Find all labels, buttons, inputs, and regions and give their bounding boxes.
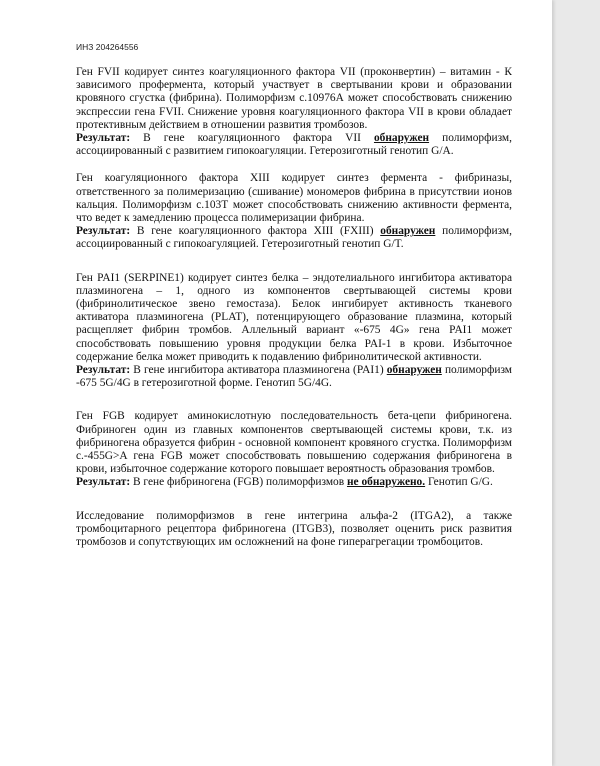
result-status: не обнаружено. <box>346 476 426 489</box>
result-text: В гене коагуляционного фактора XIII (FXIII) <box>130 225 381 238</box>
result-text: В гене ингибитора активатора плазминогена (PAI1) <box>130 364 387 377</box>
section-fgb-result <box>76 476 512 489</box>
section-fgb-description: Ген FGB кодирует аминокислотную последовательность бета-цепи фибриногена. Фибриноген один из главных компонентов свертывающей системы крови, т.к. из фибриногена образуется фибрин - основной компонент кровяного сгустка. Полиморфизм с.-455G>A гена FGB может способствовать повышению содержания фибриногена в крови, избыточное содержание которого повышает вероятность образования тромбов. <box>76 410 512 476</box>
section-pai1-description: Ген PAI1 (SERPINE1) кодирует синтез белка – эндотелиального ингибитора активатора плазминогена – 1, одного из компонентов свертывающей системы крови (фибринолитическое звено гемостаза). Белок ингибирует активность тканевого активатора плазминогена (PLAT), потенцирующего образование плазмина, который расщепляет фибрин тромбов. Аллельный вариант «-675 4G» гена PAI1 может способствовать повышению уровня продукции белка PAI-1 в крови. Избыточное содержание белка может приводить к подавлению фибринолитической активности. <box>76 271 512 363</box>
result-label: Результат: <box>76 476 131 489</box>
result-status: обнаружен <box>380 225 436 238</box>
result-detail: полиморфизм, ассоциированный с гипокоагуляцией. Гетерозиготный генотип G/T. <box>76 225 512 251</box>
result-status: обнаружен <box>386 364 442 377</box>
closing-paragraph: Исследование полиморфизмов в гене интегрина альфа-2 (ITGA2), а также тромбоцитарного рецептора фибриногена (ITGB3), позволяет оценить риск развития тромбозов и сопутствующих им осложнений на фоне гиперагрегации тромбоцитов. <box>76 509 512 549</box>
document-id: ИНЗ 204264556 <box>76 42 139 52</box>
section-fvii-result <box>76 132 512 158</box>
result-label: Результат: <box>76 364 131 377</box>
result-status: обнаружен <box>373 132 430 145</box>
result-text: В гене коагуляционного фактора VII <box>130 132 374 145</box>
section-fvii-description: Ген FVII кодирует синтез коагуляционного фактора VII (проконвертин) – витамин - К зависимого профермента, который участвует в свертывании крови и образовании кровяного сгустка (фибрина). Полиморфизм с.10976А может способствовать снижению экспрессии гена FVII. Снижение уровня коагуляционного фактора VII в крови обладает протективным действием в отношении развития тромбозов. <box>76 66 512 131</box>
result-detail: Генотип G/G. <box>425 476 493 489</box>
result-detail: полиморфизм -675 5G/4G в гетерозиготной форме. Генотип 5G/4G. <box>76 364 512 390</box>
section-pai1-result <box>76 364 512 390</box>
result-label: Результат: <box>76 132 131 145</box>
section-fxiii-result <box>76 225 512 251</box>
document-body <box>76 66 512 549</box>
result-text: В гене фибриногена (FGB) полиморфизмов <box>130 476 347 489</box>
result-detail: полиморфизм, ассоциированный с развитием гипокоагуляции. Гетерозиготный генотип G/A. <box>76 132 512 158</box>
section-fxiii-description: Ген коагуляционного фактора XIII кодирует синтез фермента - фибриназы, ответственного за полимеризацию (сшивание) мономеров фибрина в присутствии ионов кальция. Полиморфизм с.103Т может способствовать снижению активности фермента, что ведет к замедлению процесса полимеризации фибрина. <box>76 172 512 225</box>
result-label: Результат: <box>76 225 131 238</box>
